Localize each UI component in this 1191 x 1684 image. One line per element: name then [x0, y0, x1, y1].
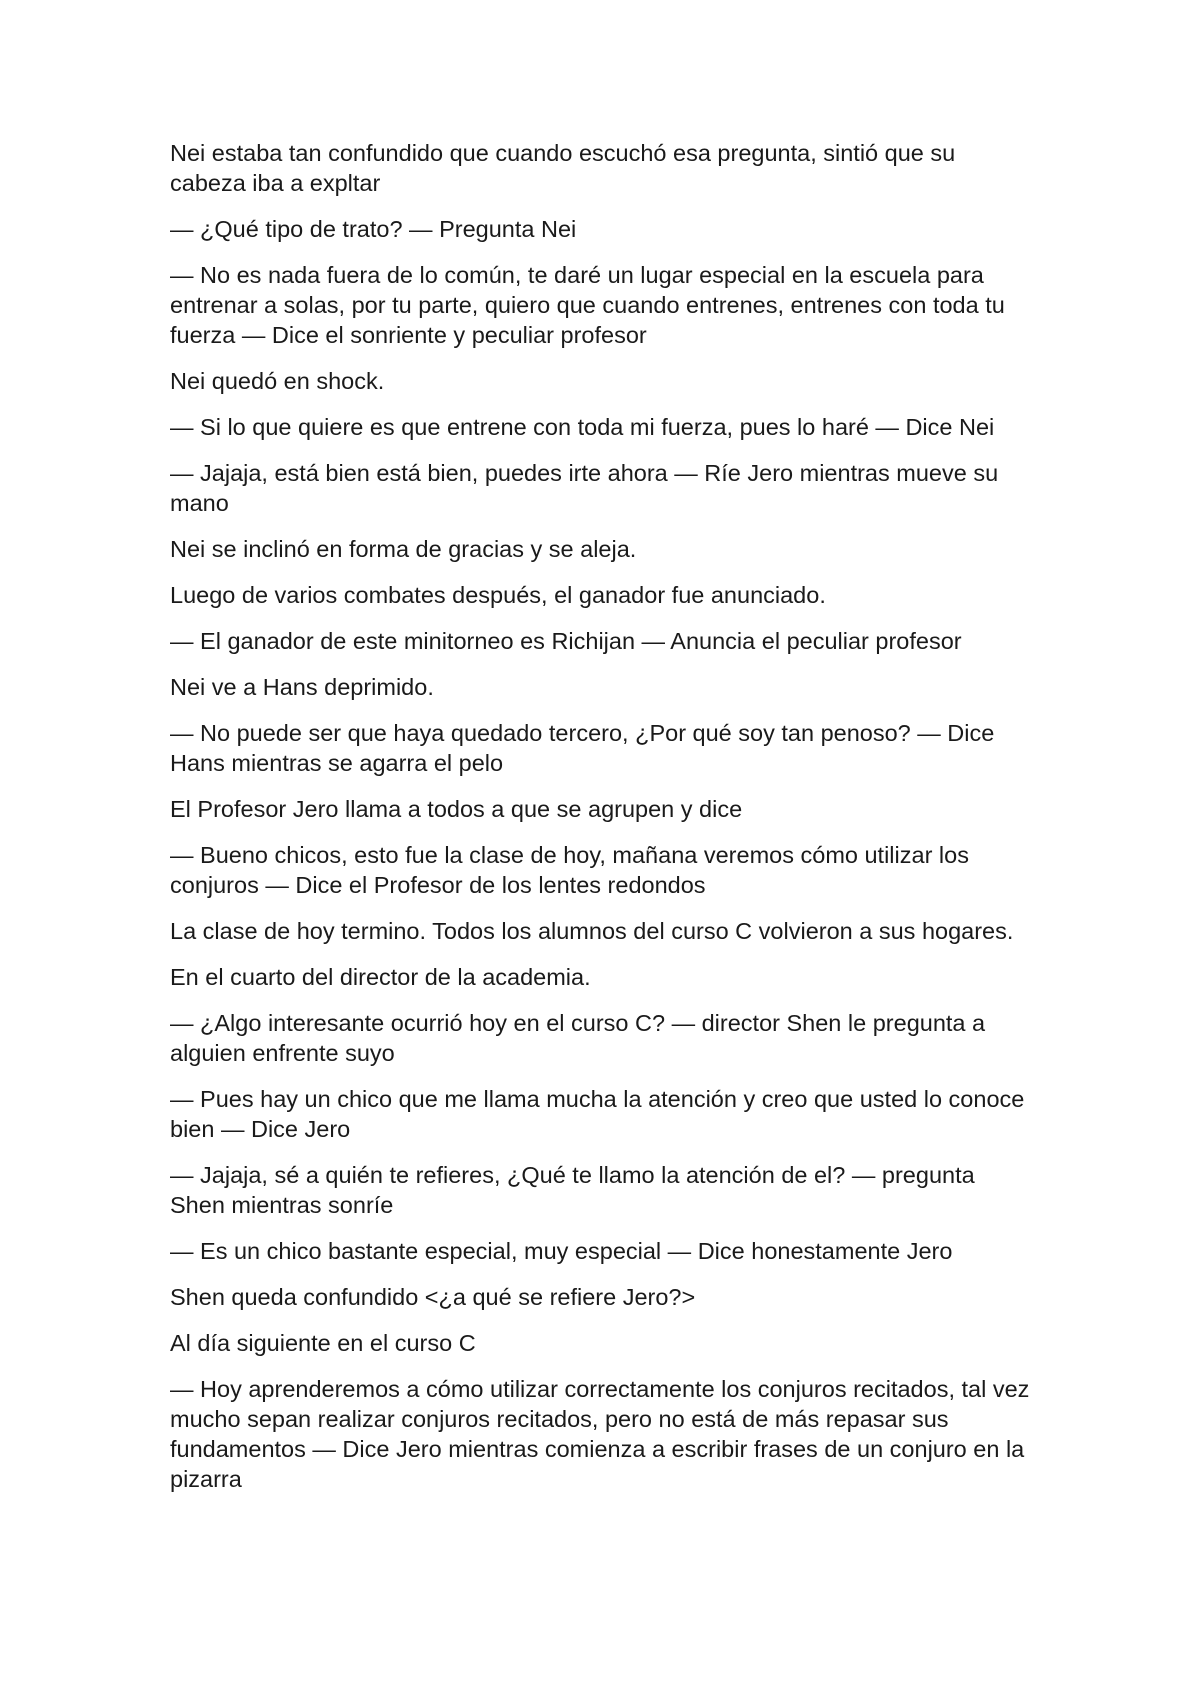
- document-body: [170, 138, 1030, 1510]
- paragraph: Al día siguiente en el curso C: [170, 1330, 476, 1356]
- paragraph: Luego de varios combates después, el ganador fue anunciado.: [170, 582, 826, 608]
- paragraph: — Si lo que quiere es que entrene con toda mi fuerza, pues lo haré — Dice Nei: [170, 414, 995, 440]
- paragraph: — El ganador de este minitorneo es Richijan — Anuncia el peculiar profesor: [170, 628, 962, 654]
- paragraph: — ¿Qué tipo de trato? — Pregunta Nei: [170, 216, 577, 242]
- paragraph: — Es un chico bastante especial, muy especial — Dice honestamente Jero: [170, 1238, 953, 1264]
- paragraph: — Pues hay un chico que me llama mucha la atención y creo que usted lo conoce bien — Dice Jero: [170, 1086, 1025, 1142]
- paragraph: La clase de hoy termino. Todos los alumnos del curso C volvieron a sus hogares.: [170, 918, 1014, 944]
- paragraph: Nei estaba tan confundido que cuando escuchó esa pregunta, sintió que su cabeza iba a expltar: [170, 140, 956, 196]
- paragraph: — ¿Algo interesante ocurrió hoy en el curso C? — director Shen le pregunta a alguien enfrente suyo: [170, 1010, 986, 1066]
- paragraph: Nei se inclinó en forma de gracias y se aleja.: [170, 536, 637, 562]
- paragraph: — Bueno chicos, esto fue la clase de hoy, mañana veremos cómo utilizar los conjuros — Dice el Profesor de los lentes redondos: [170, 842, 969, 898]
- paragraph: Shen queda confundido <¿a qué se refiere Jero?>: [170, 1284, 696, 1310]
- paragraph: El Profesor Jero llama a todos a que se agrupen y dice: [170, 796, 743, 822]
- paragraph: Nei ve a Hans deprimido.: [170, 674, 434, 700]
- paragraph: Nei quedó en shock.: [170, 368, 385, 394]
- paragraph: — No es nada fuera de lo común, te daré un lugar especial en la escuela para entrenar a solas, por tu parte, quiero que cuando entrenes, entrenes con toda tu fuerza — Dice el sonriente y peculiar profesor: [170, 262, 1005, 348]
- paragraph: — Jajaja, sé a quién te refieres, ¿Qué te llamo la atención de el? — pregunta Shen mientras sonríe: [170, 1162, 975, 1218]
- paragraph: — Jajaja, está bien está bien, puedes irte ahora — Ríe Jero mientras mueve su mano: [170, 460, 999, 516]
- paragraph: En el cuarto del director de la academia.: [170, 964, 591, 990]
- paragraph: — No puede ser que haya quedado tercero, ¿Por qué soy tan penoso? — Dice Hans mientras se agarra el pelo: [170, 720, 995, 776]
- paragraph: — Hoy aprenderemos a cómo utilizar correctamente los conjuros recitados, tal vez mucho sepan realizar conjuros recitados, pero no está de más repasar sus fundamentos — Dice Jero mientras comienza a escribir frases de un conjuro en la pizarra: [170, 1376, 1030, 1492]
